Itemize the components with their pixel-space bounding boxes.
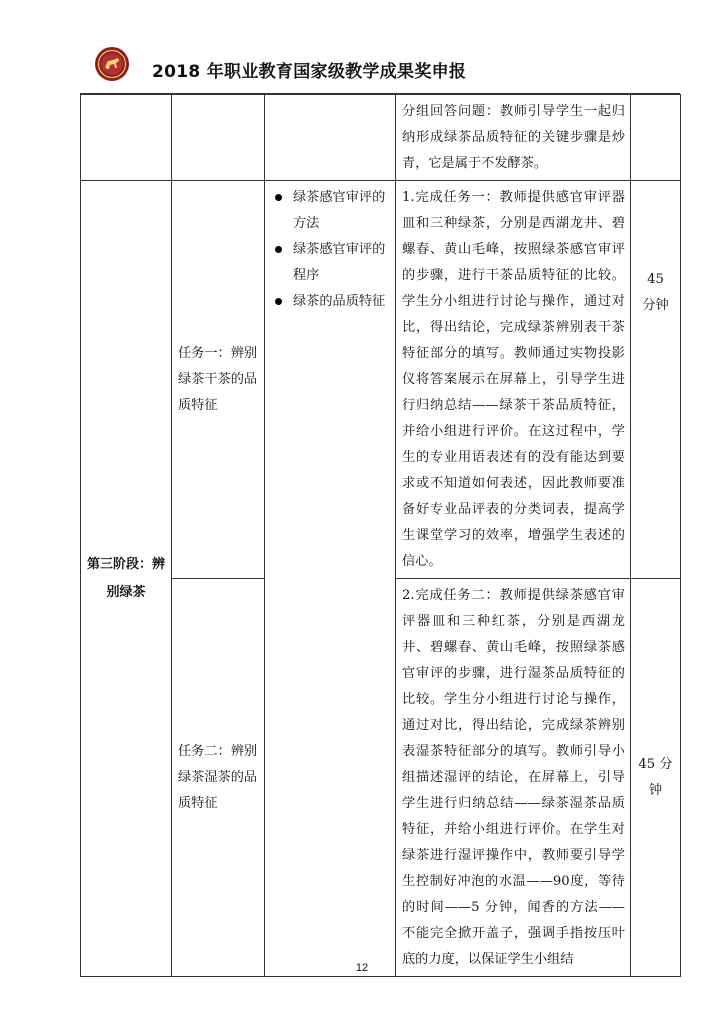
point-text: 绿茶感官审评的方法 [293, 190, 386, 231]
task-one: 任务一：辨别绿茶干茶的品质特征 [178, 345, 258, 413]
table-cell [631, 95, 681, 181]
duration-line: 分钟 [642, 298, 669, 313]
task-one-duration [631, 181, 680, 319]
stage-cell [81, 181, 172, 977]
task-two-content: 2.完成任务二：教师提供绿茶感官审评器皿和三种红茶，分别是西湖龙井、碧螺春、黄山毛峰，按照绿茶感官审评的步骤，进行湿茶品质特征的比较。学生分小组进行讨论与操作，通过对比，得出结论，完成绿茶辨别表湿茶特征部分的填写。教师引导小组描述湿评的结论，在屏幕上，引导学生进行归纳总结——绿茶湿茶品质特征，并给小组进行评价。在学生对绿茶进行湿评操作中，教师要引导学生控制好冲泡的水温——90度，等待的时间——5 分钟，闻香的方法——不能完全掀开盖子，强调手指按压叶底的力度，以保证学生小组结 [402, 588, 625, 967]
table-cell [265, 95, 396, 181]
task-cell [172, 579, 265, 977]
table-row [81, 181, 681, 579]
task-one-content: 1.完成任务一：教师提供感官审评器皿和三种绿茶，分别是西湖龙井、碧螺春、黄山毛峰，按照绿茶感官审评的步骤，进行干茶品质特征的比较。学生分小组进行讨论与操作，通过对比，得出结论，完成绿茶辨别表干茶特征部分的填写。教师通过实物投影仪将答案展示在屏幕上，引导学生进行归纳总结——绿茶干茶品质特征，并给小组进行评价。在这过程中，学生的专业用语表述有的没有能达到要求或不知道如何表述，因此教师要准备好专业品评表的分类词表，提高学生课堂学习的效率，增强学生表述的信心。 [402, 190, 625, 569]
duration-line: 钟 [648, 782, 663, 798]
bullet-icon [275, 246, 282, 253]
table-row [81, 95, 681, 181]
stage-title-line: 别绿茶 [106, 584, 146, 600]
task-cell [172, 181, 265, 579]
page-number: 12 [355, 962, 369, 974]
task-two-duration [631, 752, 680, 804]
task-two: 任务二：辨别绿茶湿茶的品质特征 [178, 743, 258, 811]
stage-title-line: 第三阶段：辨 [87, 556, 166, 572]
point-text: 绿茶感官审评的程序 [293, 242, 386, 283]
document-title: 2018 年职业教育国家级教学成果奖申报 [152, 62, 467, 82]
duration-line: 45 [647, 272, 664, 287]
table-cell [81, 95, 172, 181]
time-cell [631, 181, 681, 579]
page-header [80, 40, 680, 90]
list-item [273, 185, 389, 237]
list-item [273, 289, 389, 315]
content-cell [396, 181, 631, 579]
school-seal-logo-icon [94, 46, 130, 82]
bullet-icon [275, 298, 282, 305]
lesson-plan-table [80, 94, 681, 977]
point-text: 绿茶的品质特征 [293, 294, 386, 309]
duration-line: 45 分 [638, 756, 673, 772]
table-cell [396, 95, 631, 181]
continued-content: 分组回答问题：教师引导学生一起归纳形成绿茶品质特征的关键步骤是炒青，它是属于不发酵茶。 [402, 104, 625, 171]
table-cell [172, 95, 265, 181]
key-points-cell [265, 181, 396, 977]
content-cell [396, 579, 631, 977]
stage-title [81, 551, 171, 607]
bullet-icon [275, 194, 282, 201]
time-cell [631, 579, 681, 977]
list-item [273, 237, 389, 289]
key-points-list [265, 181, 395, 315]
